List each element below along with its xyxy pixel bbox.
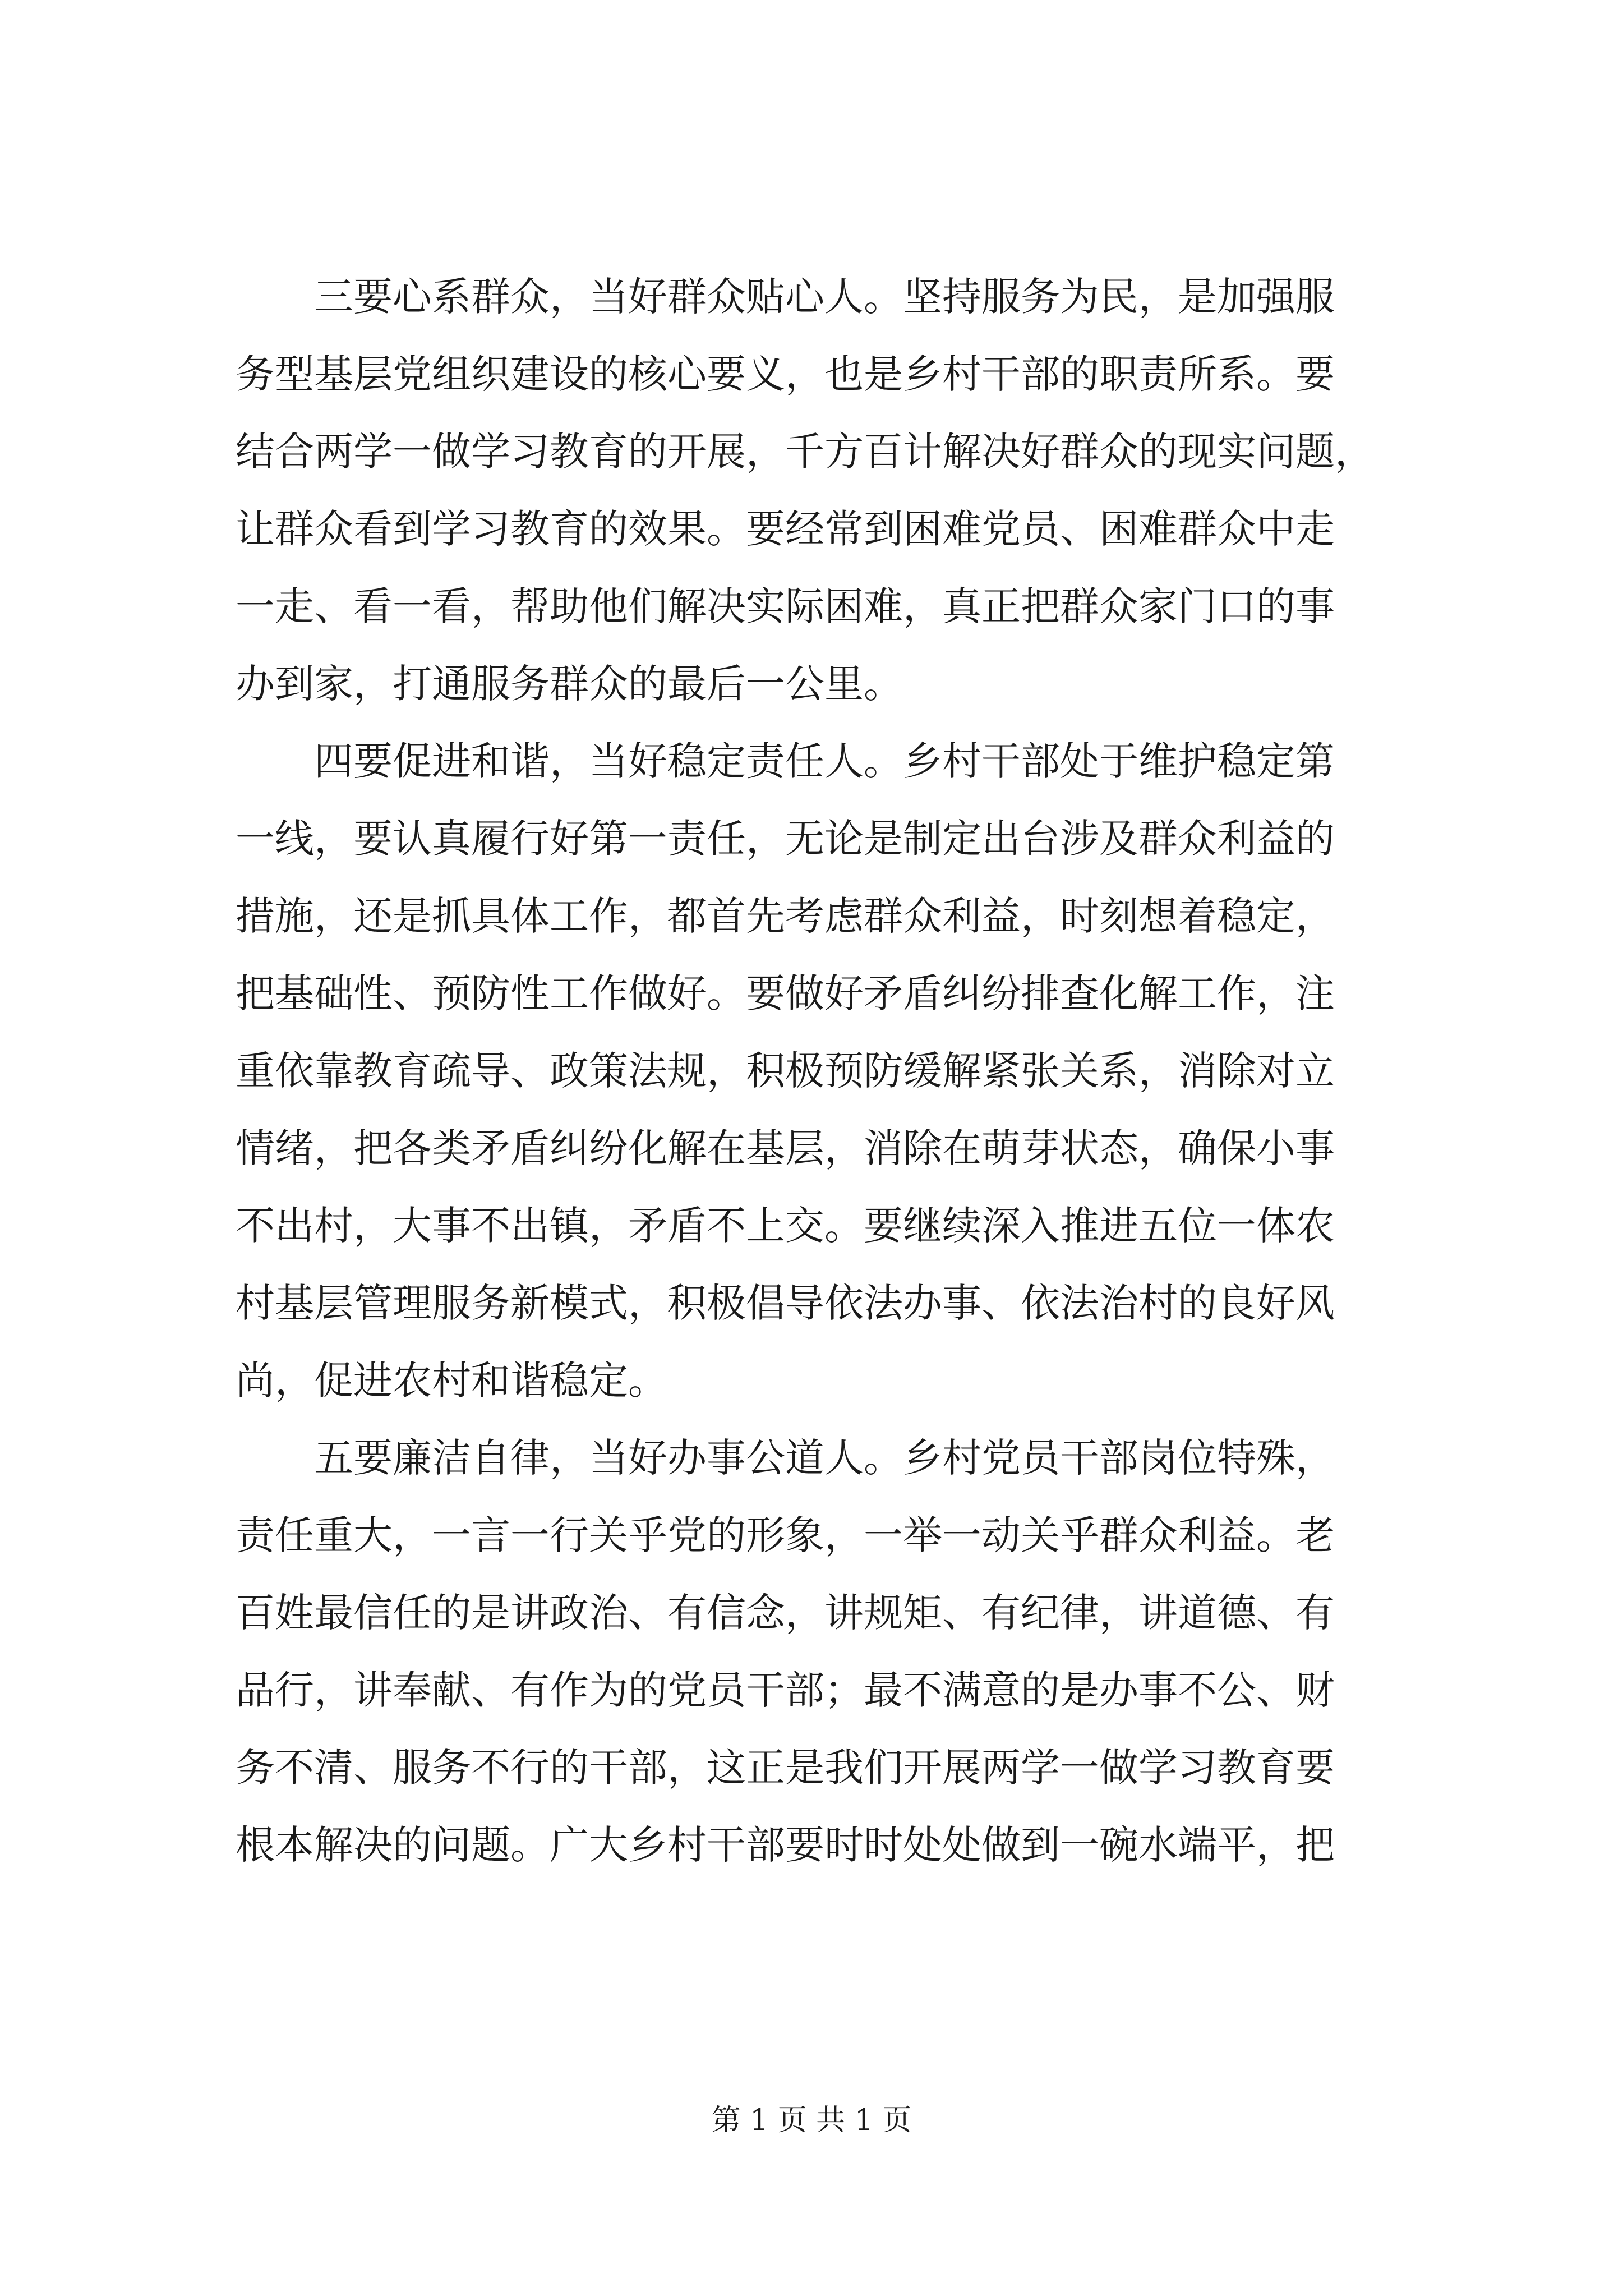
- page-number-footer: 第 1 页 共 1 页: [711, 2104, 912, 2137]
- text-line: 五要廉洁自律，当好办事公道人。乡村党员干部岗位特殊，: [236, 1435, 1335, 1481]
- text-line: 情绪，把各类矛盾纠纷化解在基层，消除在萌芽状态，确保小事: [236, 1125, 1335, 1171]
- text-line: 务不清、服务不行的干部，这正是我们开展两学一做学习教育要: [236, 1745, 1335, 1791]
- text-line: 务型基层党组织建设的核心要义，也是乡村干部的职责所系。要: [236, 351, 1335, 397]
- text-line: 把基础性、预防性工作做好。要做好矛盾纠纷排查化解工作，注: [236, 970, 1335, 1016]
- text-line: 四要促进和谐，当好稳定责任人。乡村干部处于维护稳定第: [236, 738, 1335, 784]
- text-line: 让群众看到学习教育的效果。要经常到困难党员、困难群众中走: [236, 506, 1335, 552]
- text-line: 百姓最信任的是讲政治、有信念，讲规矩、有纪律，讲道德、有: [236, 1590, 1335, 1636]
- text-line: 办到家，打通服务群众的最后一公里。: [236, 661, 903, 707]
- text-line: 三要心系群众，当好群众贴心人。坚持服务为民，是加强服: [236, 274, 1335, 320]
- text-line: 品行，讲奉献、有作为的党员干部；最不满意的是办事不公、财: [236, 1667, 1335, 1713]
- text-line: 村基层管理服务新模式，积极倡导依法办事、依法治村的良好风: [236, 1280, 1335, 1326]
- text-line: 责任重大，一言一行关乎党的形象，一举一动关乎群众利益。老: [236, 1512, 1335, 1558]
- text-line: 尚，促进农村和谐稳定。: [236, 1358, 667, 1404]
- text-line: 重依靠教育疏导、政策法规，积极预防缓解紧张关系，消除对立: [236, 1048, 1335, 1094]
- text-line: 根本解决的问题。广大乡村干部要时时处处做到一碗水端平，把: [236, 1822, 1335, 1868]
- text-line: 一线，要认真履行好第一责任，无论是制定出台涉及群众利益的: [236, 816, 1335, 862]
- text-line: 结合两学一做学习教育的开展，千方百计解决好群众的现实问题，: [236, 429, 1374, 475]
- document-body: [236, 258, 1458, 1884]
- text-line: 不出村，大事不出镇，矛盾不上交。要继续深入推进五位一体农: [236, 1203, 1335, 1249]
- text-line: 措施，还是抓具体工作，都首先考虑群众利益，时刻想着稳定，: [236, 893, 1335, 939]
- text-line: 一走、看一看，帮助他们解决实际困难，真正把群众家门口的事: [236, 583, 1335, 629]
